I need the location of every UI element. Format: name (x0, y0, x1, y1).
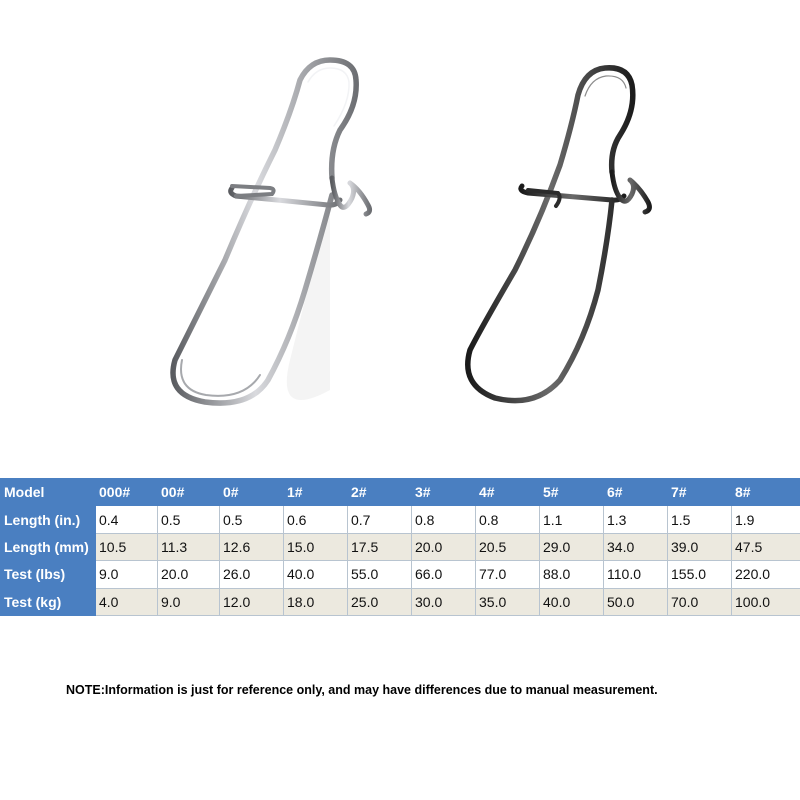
row-label: Test (lbs) (1, 561, 96, 588)
table-cell: 1.5 (668, 506, 732, 533)
row-label: Length (mm) (1, 533, 96, 560)
table-cell: 26.0 (220, 561, 284, 588)
table-cell: 30.0 (412, 588, 476, 615)
table-cell: 10.5 (96, 533, 158, 560)
table-header-row (1, 479, 800, 506)
table-row (1, 561, 800, 588)
table-cell: 155.0 (668, 561, 732, 588)
table-cell: 1.3 (604, 506, 668, 533)
table-cell: 11.3 (158, 533, 220, 560)
table-cell: 9.0 (158, 588, 220, 615)
table-cell: 15.0 (284, 533, 348, 560)
table-cell: 18.0 (284, 588, 348, 615)
header-label: Model (1, 479, 96, 506)
model-cell: 4# (476, 479, 540, 506)
table-cell: 39.0 (668, 533, 732, 560)
table-cell: 25.0 (348, 588, 412, 615)
table-cell: 40.0 (540, 588, 604, 615)
table-cell: 47.5 (732, 533, 800, 560)
model-cell: 8# (732, 479, 800, 506)
table-cell: 100.0 (732, 588, 800, 615)
table-cell: 0.4 (96, 506, 158, 533)
table-cell: 0.5 (220, 506, 284, 533)
model-cell: 0# (220, 479, 284, 506)
table-cell: 110.0 (604, 561, 668, 588)
spec-table (0, 478, 800, 616)
table-cell: 40.0 (284, 561, 348, 588)
row-label: Test (kg) (1, 588, 96, 615)
table-cell: 0.5 (158, 506, 220, 533)
table-cell: 88.0 (540, 561, 604, 588)
table-cell: 17.5 (348, 533, 412, 560)
table-cell: 9.0 (96, 561, 158, 588)
table-cell: 12.0 (220, 588, 284, 615)
model-cell: 000# (96, 479, 158, 506)
table-cell: 0.8 (476, 506, 540, 533)
table-cell: 55.0 (348, 561, 412, 588)
model-cell: 1# (284, 479, 348, 506)
model-cell: 6# (604, 479, 668, 506)
model-cell: 5# (540, 479, 604, 506)
table-cell: 20.0 (412, 533, 476, 560)
table-cell: 50.0 (604, 588, 668, 615)
silver-snap-clip-icon (173, 60, 370, 403)
table-cell: 220.0 (732, 561, 800, 588)
table-cell: 29.0 (540, 533, 604, 560)
table-row (1, 588, 800, 615)
table-cell: 70.0 (668, 588, 732, 615)
table-cell: 0.6 (284, 506, 348, 533)
table-cell: 1.1 (540, 506, 604, 533)
table-body (1, 479, 800, 616)
table-cell: 35.0 (476, 588, 540, 615)
table-cell: 20.0 (158, 561, 220, 588)
model-cell: 3# (412, 479, 476, 506)
model-cell: 2# (348, 479, 412, 506)
reference-note: NOTE:Information is just for reference only, and may have differences due to manual measurement. (66, 683, 658, 697)
table-row (1, 506, 800, 533)
table-cell: 66.0 (412, 561, 476, 588)
black-snap-clip-icon (468, 68, 650, 401)
table-cell: 4.0 (96, 588, 158, 615)
table-cell: 0.7 (348, 506, 412, 533)
table-cell: 20.5 (476, 533, 540, 560)
table-cell: 77.0 (476, 561, 540, 588)
table-row (1, 533, 800, 560)
model-cell: 00# (158, 479, 220, 506)
model-cell: 7# (668, 479, 732, 506)
table-cell: 34.0 (604, 533, 668, 560)
table-cell: 12.6 (220, 533, 284, 560)
table-cell: 1.9 (732, 506, 800, 533)
table-cell: 0.8 (412, 506, 476, 533)
row-label: Length (in.) (1, 506, 96, 533)
